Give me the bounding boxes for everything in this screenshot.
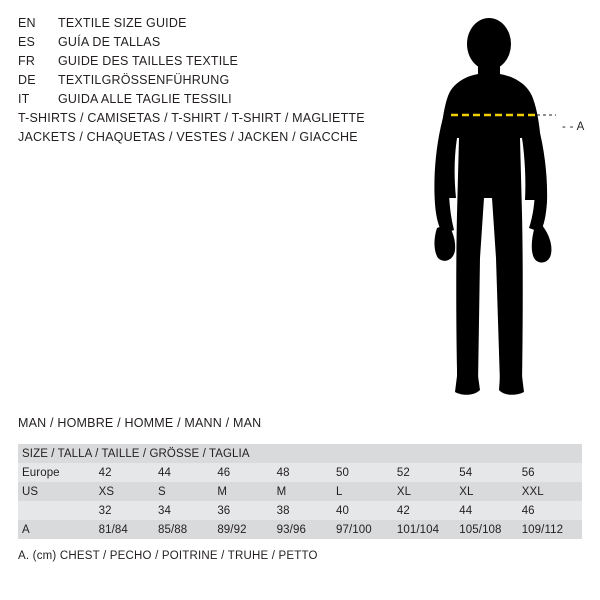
- table-row: [18, 482, 582, 501]
- table-cell: 48: [275, 463, 334, 482]
- language-text: TEXTILGRÖSSENFÜHRUNG: [58, 73, 230, 87]
- row-label: US: [18, 482, 97, 501]
- language-text: GUIDE DES TAILLES TEXTILE: [58, 54, 239, 68]
- table-cell: 101/104: [395, 520, 457, 539]
- table-footnote: A. (cm) CHEST / PECHO / POITRINE / TRUHE / PETTO: [18, 550, 318, 562]
- table-cell: 105/108: [457, 520, 519, 539]
- language-title-block: [18, 16, 398, 111]
- table-cell: 52: [395, 463, 457, 482]
- row-label: Europe: [18, 463, 97, 482]
- row-label: [18, 501, 97, 520]
- table-cell: 38: [275, 501, 334, 520]
- table-header-label: SIZE / TALLA / TAILLE / GRÖSSE / TAGLIA: [22, 447, 250, 460]
- language-code: DE: [18, 73, 36, 87]
- table-cell: 34: [156, 501, 215, 520]
- table-cell: 36: [215, 501, 274, 520]
- language-row: [18, 16, 398, 35]
- table-cell: 54: [457, 463, 519, 482]
- table-cell: 56: [520, 463, 582, 482]
- language-text: GUIDA ALLE TAGLIE TESSILI: [58, 92, 232, 106]
- row-label: A: [18, 520, 97, 539]
- language-code: ES: [18, 35, 36, 49]
- table-header-row: [18, 444, 582, 463]
- size-table: [18, 444, 582, 539]
- table-row: [18, 501, 582, 520]
- table-cell: XL: [457, 482, 519, 501]
- table-cell: XS: [97, 482, 156, 501]
- language-code: FR: [18, 54, 36, 68]
- table-cell: 97/100: [334, 520, 395, 539]
- table-cell: XL: [395, 482, 457, 501]
- table-cell: 85/88: [156, 520, 215, 539]
- language-row: [18, 92, 398, 111]
- language-text: GUÍA DE TALLAS: [58, 35, 161, 49]
- table-cell: 46: [520, 501, 582, 520]
- table-cell: 89/92: [215, 520, 274, 539]
- table-cell: 42: [395, 501, 457, 520]
- table-header-cell: [18, 444, 582, 463]
- garment-line: T-SHIRTS / CAMISETAS / T-SHIRT / T-SHIRT / MAGLIETTE: [18, 111, 365, 125]
- table-cell: XXL: [520, 482, 582, 501]
- table-cell: S: [156, 482, 215, 501]
- table-cell: 44: [457, 501, 519, 520]
- table-row: [18, 520, 582, 539]
- table-cell: L: [334, 482, 395, 501]
- language-row: [18, 35, 398, 54]
- table-cell: M: [275, 482, 334, 501]
- table-cell: 109/112: [520, 520, 582, 539]
- table-cell: 93/96: [275, 520, 334, 539]
- language-row: [18, 73, 398, 92]
- table-cell: 42: [97, 463, 156, 482]
- table-cell: M: [215, 482, 274, 501]
- male-figure-illustration: [404, 18, 594, 398]
- table-section-title: MAN / HOMBRE / HOMME / MANN / MAN: [18, 416, 262, 430]
- table-cell: 46: [215, 463, 274, 482]
- table-cell: 40: [334, 501, 395, 520]
- table-cell: 81/84: [97, 520, 156, 539]
- table-cell: 50: [334, 463, 395, 482]
- language-text: TEXTILE SIZE GUIDE: [58, 16, 187, 30]
- table-cell: 44: [156, 463, 215, 482]
- table-cell: 32: [97, 501, 156, 520]
- silhouette-icon: [404, 18, 594, 398]
- table-row: [18, 463, 582, 482]
- language-row: [18, 54, 398, 73]
- measure-label-a: - - A: [562, 121, 585, 133]
- garment-type-list: [18, 111, 418, 149]
- language-code: IT: [18, 92, 30, 106]
- garment-line: JACKETS / CHAQUETAS / VESTES / JACKEN / GIACCHE: [18, 130, 358, 144]
- language-code: EN: [18, 16, 36, 30]
